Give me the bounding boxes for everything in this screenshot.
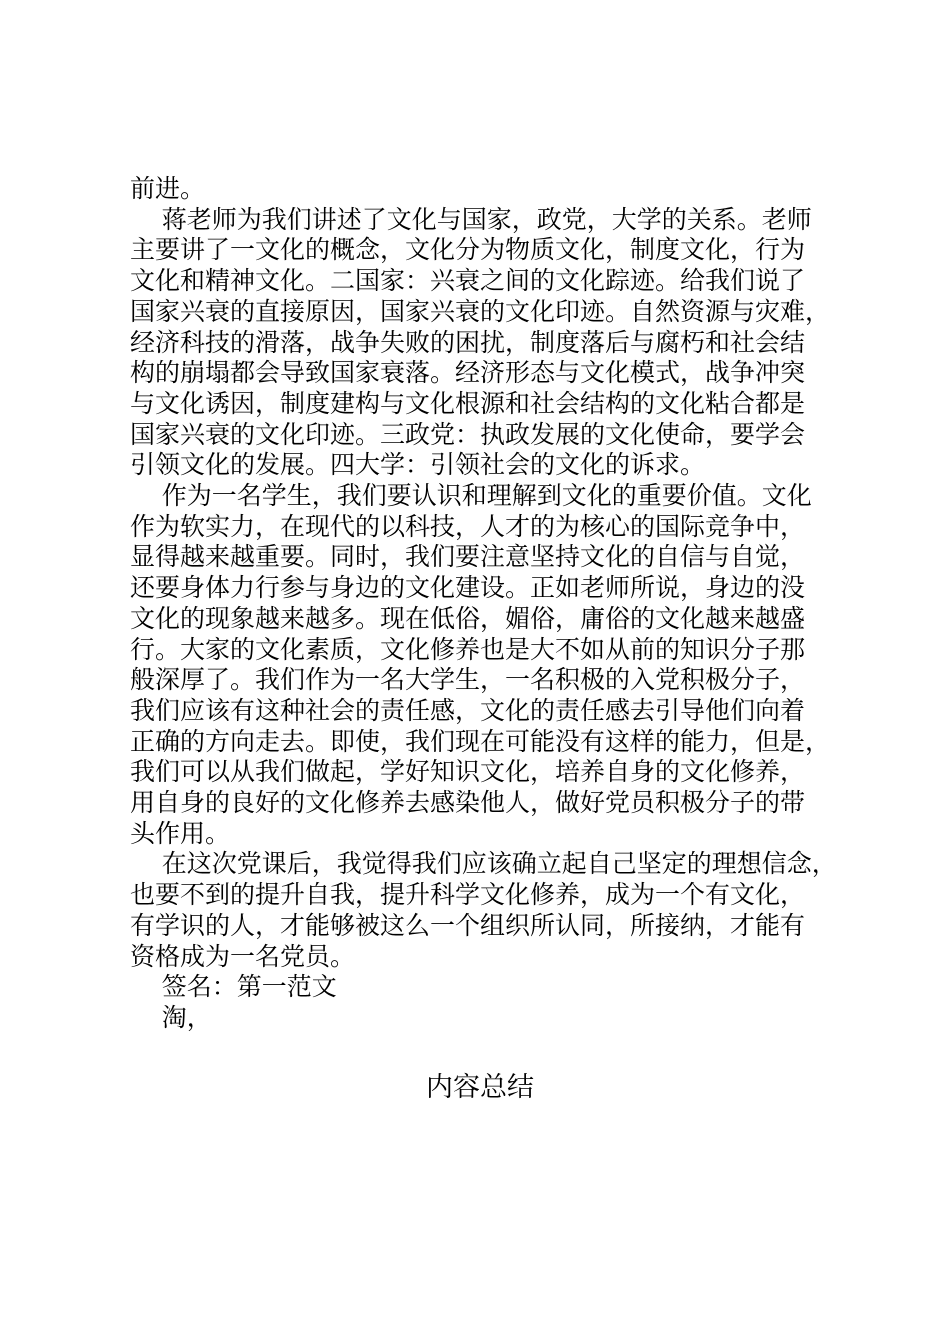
text-line: 蒋老师为我们讲述了文化与国家，政党，大学的关系。老师 bbox=[130, 204, 812, 234]
text-line: 有学识的人，才能够被这么一个组织所认同，所接纳，才能有 bbox=[130, 910, 806, 940]
text-line: 构的崩塌都会导致国家衰落。经济形态与文化模式，战争冲突 bbox=[130, 358, 806, 388]
text-line: 用自身的良好的文化修养去感染他人，做好党员积极分子的带 bbox=[130, 788, 806, 818]
text-line: 文化的现象越来越多。现在低俗，媚俗，庸俗的文化越来越盛 bbox=[130, 603, 806, 633]
section-title: 内容总结 bbox=[426, 1072, 534, 1103]
text-line: 国家兴衰的文化印迹。三政党：执政发展的文化使命，要学会 bbox=[130, 419, 806, 449]
text-line: 我们应该有这种社会的责任感，文化的责任感去引导他们向着 bbox=[130, 695, 806, 725]
text-line: 引领文化的发展。四大学：引领社会的文化的诉求。 bbox=[130, 450, 706, 480]
text-line: 作为软实力，在现代的以科技，人才的为核心的国际竞争中， bbox=[130, 511, 806, 541]
text-line: 般深厚了。我们作为一名大学生，一名积极的入党积极分子， bbox=[130, 665, 806, 695]
text-line: 行。大家的文化素质，文化修养也是大不如从前的知识分子那 bbox=[130, 634, 806, 664]
text-line: 在这次党课后，我觉得我们应该确立起自己坚定的理想信念， bbox=[130, 849, 837, 879]
signature-line: 签名：第一范文 bbox=[130, 972, 337, 1002]
text-line: 主要讲了一文化的概念，文化分为物质文化，制度文化，行为 bbox=[130, 235, 806, 265]
text-line: 经济科技的滑落，战争失败的困扰，制度落后与腐朽和社会结 bbox=[130, 327, 806, 357]
text-line: 我们可以从我们做起，学好知识文化，培养自身的文化修养， bbox=[130, 757, 806, 787]
text-line: 作为一名学生，我们要认识和理解到文化的重要价值。文化 bbox=[130, 481, 812, 511]
text-line: 淘， bbox=[130, 1002, 212, 1032]
text-line: 头作用。 bbox=[130, 818, 231, 848]
text-line: 文化和精神文化。二国家：兴衰之间的文化踪迹。给我们说了 bbox=[130, 266, 806, 296]
text-line: 与文化诱因，制度建构与文化根源和社会结构的文化粘合都是 bbox=[130, 388, 806, 418]
text-line: 资格成为一名党员。 bbox=[130, 941, 356, 971]
text-line: 还要身体力行参与身边的文化建设。正如老师所说，身边的没 bbox=[130, 573, 806, 603]
text-line: 正确的方向走去。即使，我们现在可能没有这样的能力，但是， bbox=[130, 726, 831, 756]
text-line: 前进。 bbox=[130, 174, 206, 203]
text-line: 也要不到的提升自我，提升科学文化修养，成为一个有文化， bbox=[130, 880, 806, 910]
body-text bbox=[130, 174, 850, 1034]
text-line: 国家兴衰的直接原因，国家兴衰的文化印迹。自然资源与灾难， bbox=[130, 296, 831, 326]
text-line: 显得越来越重要。同时，我们要注意坚持文化的自信与自觉， bbox=[130, 542, 806, 572]
